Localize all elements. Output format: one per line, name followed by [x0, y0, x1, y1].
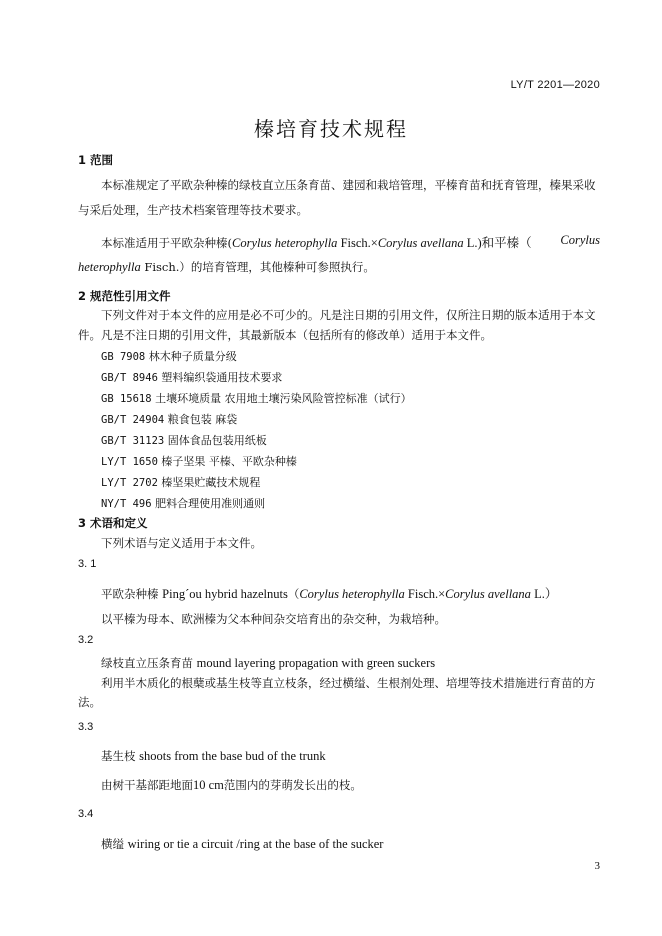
document-id: LY/T 2201—2020	[510, 79, 600, 91]
term-title: 横缢 wiring or tie a circuit /ring at the base of the sucker	[101, 837, 384, 851]
term-number: 3.3	[78, 721, 94, 733]
page-number: 3	[594, 860, 600, 872]
scope-paragraph-line: 本标准规定了平欧杂种榛的绿枝直立压条育苗、建园和栽培管理，平榛育苗和抚育管理，榛果采收	[101, 178, 596, 192]
term-number: 3. 1	[78, 558, 97, 570]
term-definition: 由树干基部距地面10 cm范围内的芽萌发长出的枝。	[101, 778, 362, 792]
scope-applicability-line: 本标准适用于平欧杂种榛(Corylus heterophylla Fisch.×Corylus avellana L.)和平榛（	[101, 236, 532, 250]
references-paragraph-line: 件。凡是不注日期的引用文件，其最新版本（包括所有的修改单）适用于本文件。	[78, 328, 492, 342]
term-title: 基生枝 shoots from the base bud of the trunk	[101, 749, 326, 763]
scope-applicability-genus: Corylus	[560, 233, 600, 247]
reference-item: GB/T 8946 塑料编织袋通用技术要求	[101, 371, 283, 384]
reference-item: LY/T 1650 榛子坚果 平榛、平欧杂种榛	[101, 455, 297, 468]
term-title: 平欧杂种榛 Ping´ou hybrid hazelnuts（Corylus heterophylla Fisch.×Corylus avellana L.）	[101, 587, 558, 601]
section-heading-terms: 3 术语和定义	[78, 516, 148, 530]
terms-intro: 下列术语与定义适用于本文件。	[101, 536, 262, 550]
reference-item: NY/T 496 肥料合理使用准则通则	[101, 497, 266, 510]
term-number: 3.2	[78, 634, 94, 646]
scope-paragraph-line: 与采后处理，生产技术档案管理等技术要求。	[78, 203, 308, 217]
reference-item: GB/T 24904 粮食包装 麻袋	[101, 413, 238, 426]
term-definition: 利用半木质化的根蘖或基生枝等直立枝条，经过横缢、生根剂处理、培埋等技术措施进行育苗的方	[101, 676, 596, 690]
section-heading-normative-references: 2 规范性引用文件	[78, 289, 171, 303]
term-definition: 法。	[78, 695, 101, 709]
term-definition: 以平榛为母本、欧洲榛为父本种间杂交培育出的杂交种，为栽培种。	[101, 612, 446, 626]
reference-item: GB/T 31123 固体食品包装用纸板	[101, 434, 267, 447]
reference-item: GB 7908 林木种子质量分级	[101, 350, 237, 363]
references-paragraph-line: 下列文件对于本文件的应用是必不可少的。凡是注日期的引用文件，仅所注日期的版本适用于本文	[101, 308, 596, 322]
reference-item: LY/T 2702 榛坚果贮藏技术规程	[101, 476, 261, 489]
term-title: 绿枝直立压条育苗 mound layering propagation with green suckers	[101, 656, 436, 670]
section-heading-scope: 1 范围	[78, 153, 114, 167]
page-title: 榛培育技术规程	[254, 117, 408, 141]
scope-applicability-line: heterophylla Fisch.）的培育管理，其他榛种可参照执行。	[78, 260, 375, 274]
term-number: 3.4	[78, 808, 94, 820]
reference-item: GB 15618 土壤环境质量 农用地土壤污染风险管控标准（试行）	[101, 392, 412, 405]
